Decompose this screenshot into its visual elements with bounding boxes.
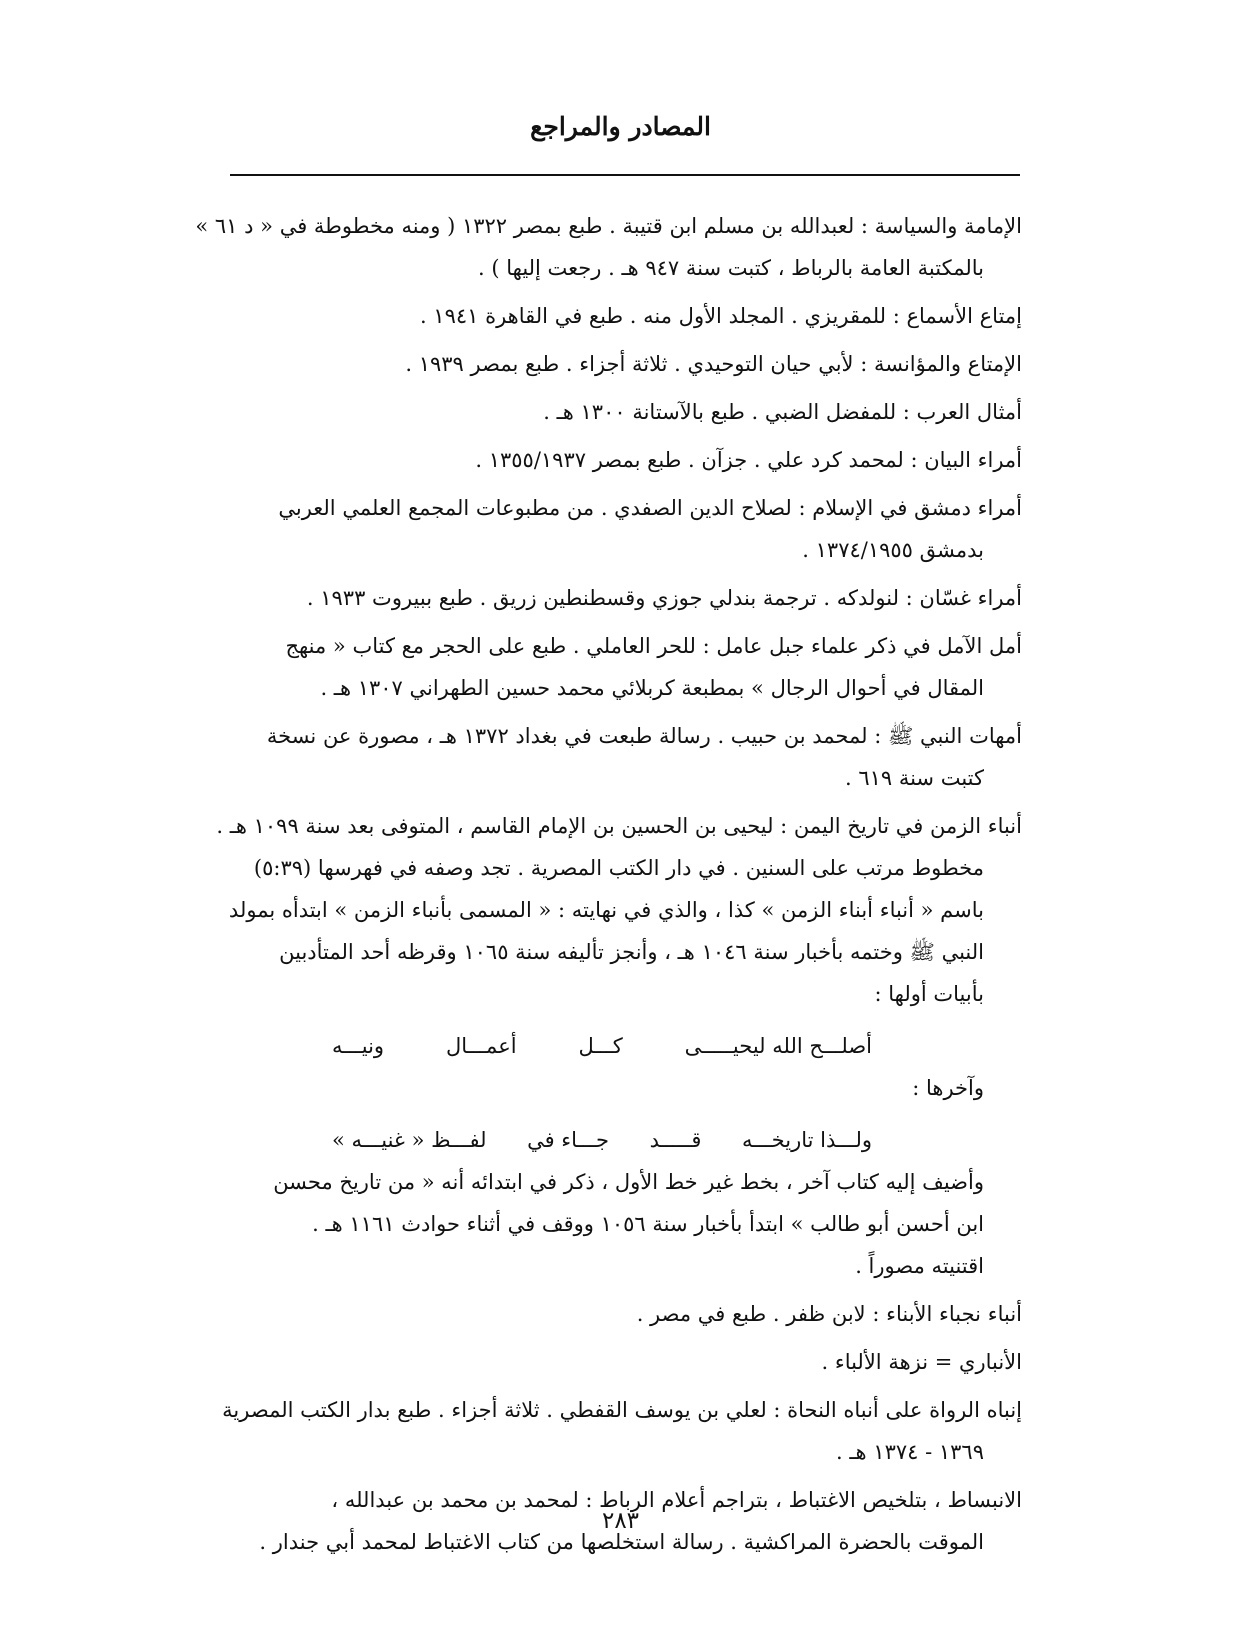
entry-line: بالمكتبة العامة بالرباط ، كتبت سنة ٩٤٧ هـ . رجعت إليها ) . — [478, 256, 984, 280]
verse-part: جـــاء في — [527, 1128, 610, 1152]
entry-line: أمراء غسّان : لنولدكه . ترجمة بندلي جوزي وقسطنطين زريق . طبع ببيروت ١٩٣٣ . — [306, 586, 1022, 610]
entry-line: أمراء البيان : لمحمد كرد علي . جزآن . طبع بمصر ١٣٥٥/١٩٣٧ . — [475, 448, 1022, 472]
entry-line: مخطوط مرتب على السنين . في دار الكتب المصرية . تجد وصفه في فهرسها (٥:٣٩) — [253, 856, 984, 880]
page-title: المصادر والمراجع — [530, 112, 711, 141]
entry-line: أمراء دمشق في الإسلام : لصلاح الدين الصفدي . من مطبوعات المجمع العلمي العربي — [278, 496, 1022, 520]
entry-line: كتبت سنة ٦١٩ . — [844, 766, 984, 790]
entry-line: وأضيف إليه كتاب آخر ، بخط غير خط الأول ، ذكر في ابتدائه أنه « من تاريخ محسن — [273, 1170, 984, 1194]
entry-line: ١٣٦٩ - ١٣٧٤ هـ . — [836, 1440, 984, 1464]
bibliography-entry — [222, 487, 1022, 571]
verse-part: لفـــظ « غنيـــه » — [332, 1128, 487, 1152]
bibliography-entry — [222, 343, 1022, 385]
entry-line: الإمامة والسياسة : لعبدالله بن مسلم ابن قتيبة . طبع بمصر ١٣٢٢ ( ومنه مخطوطة في « د ٦١ » — [195, 214, 1022, 238]
bibliography-entry — [222, 1341, 1022, 1383]
entry-line: إنباه الرواة على أنباه النحاة : لعلي بن يوسف القفطي . ثلاثة أجزاء . طبع بدار الكتب المصرية — [222, 1398, 1022, 1422]
entry-line: أمل الآمل في ذكر علماء جبل عامل : للحر العاملي . طبع على الحجر مع كتاب « منهج — [285, 634, 1022, 658]
entry-line: بدمشق ١٣٧٤/١٩٥٥ . — [802, 538, 984, 562]
entry-line: أمثال العرب : للمفضل الضبي . طبع بالآستانة ١٣٠٠ هـ . — [543, 400, 1022, 424]
entry-line: أمهات النبي ﷺ : لمحمد بن حبيب . رسالة طبعت في بغداد ١٣٧٢ هـ ، مصورة عن نسخة — [266, 724, 1022, 748]
verse-part: قـــــد — [649, 1128, 702, 1152]
bibliography-entry — [195, 205, 1022, 289]
entry-line: بأبيات أولها : — [874, 982, 984, 1006]
poem-verse-last — [222, 1119, 1022, 1161]
poem-verse-first — [222, 1025, 1022, 1067]
entry-line: باسم « أنباء أبناء الزمن » كذا ، والذي في نهايته : « المسمى بأنباء الزمن » ابتدأه بمولد — [228, 898, 984, 922]
entry-line: المقال في أحوال الرجال » بمطبعة كربلائي محمد حسين الطهراني ١٣٠٧ هـ . — [320, 676, 984, 700]
bibliography-entry — [222, 295, 1022, 337]
entries-group-a — [195, 205, 1022, 799]
bibliography-entry — [222, 1389, 1022, 1473]
entry-line: الانبساط ، بتلخيص الاغتباط ، بتراجم أعلام الرباط : لمحمد بن محمد بن عبدالله ، — [331, 1488, 1022, 1512]
verse-label: وآخرها : — [912, 1076, 984, 1100]
bibliography-entry-anbaa — [216, 805, 1022, 1287]
verse-part: كـــل — [578, 1034, 623, 1058]
header-rule — [230, 174, 1020, 176]
entry-line: الموقت بالحضرة المراكشية . رسالة استخلصها من كتاب الاغتباط لمحمد أبي جندار . — [259, 1530, 984, 1554]
entry-line: النبي ﷺ وختمه بأخبار سنة ١٠٤٦ هـ ، وأنجز تأليفه سنة ١٠٦٥ وقرظه أحد المتأدبين — [279, 940, 984, 964]
entry-line: الأنباري = نزهة الألباء . — [821, 1350, 1022, 1374]
entry-line: اقتنيته مصوراً . — [855, 1254, 984, 1278]
verse-part: ونيـــه — [332, 1034, 385, 1058]
bibliography-entry — [222, 439, 1022, 481]
entry-line: أنباء الزمن في تاريخ اليمن : ليحيى بن الحسين بن الإمام القاسم ، المتوفى بعد سنة ١٠٩٩ هـ . — [216, 814, 1022, 838]
bibliography-entry — [222, 577, 1022, 619]
entry-line: الإمتاع والمؤانسة : لأبي حيان التوحيدي . ثلاثة أجزاء . طبع بمصر ١٩٣٩ . — [405, 352, 1022, 376]
bibliography-entry — [222, 391, 1022, 433]
page-number: ٢٨٣ — [601, 1508, 640, 1534]
verse-part: أصلـــح الله ليحيـــــى — [684, 1034, 872, 1058]
bibliography-list — [195, 205, 1022, 1569]
bibliography-entry — [222, 715, 1022, 799]
bibliography-entry — [222, 625, 1022, 709]
verse-part: أعمـــال — [445, 1034, 517, 1058]
bibliography-entry — [222, 1293, 1022, 1335]
entry-line: ابن أحسن أبو طالب » ابتدأ بأخبار سنة ١٠٥٦ ووقف في أثناء حوادث ١١٦١ هـ . — [312, 1212, 984, 1236]
verse-part: ولـــذا تاريخـــه — [741, 1128, 872, 1152]
entry-line: أنباء نجباء الأبناء : لابن ظفر . طبع في مصر . — [636, 1302, 1022, 1326]
entry-line: إمتاع الأسماع : للمقريزي . المجلد الأول منه . طبع في القاهرة ١٩٤١ . — [419, 304, 1022, 328]
